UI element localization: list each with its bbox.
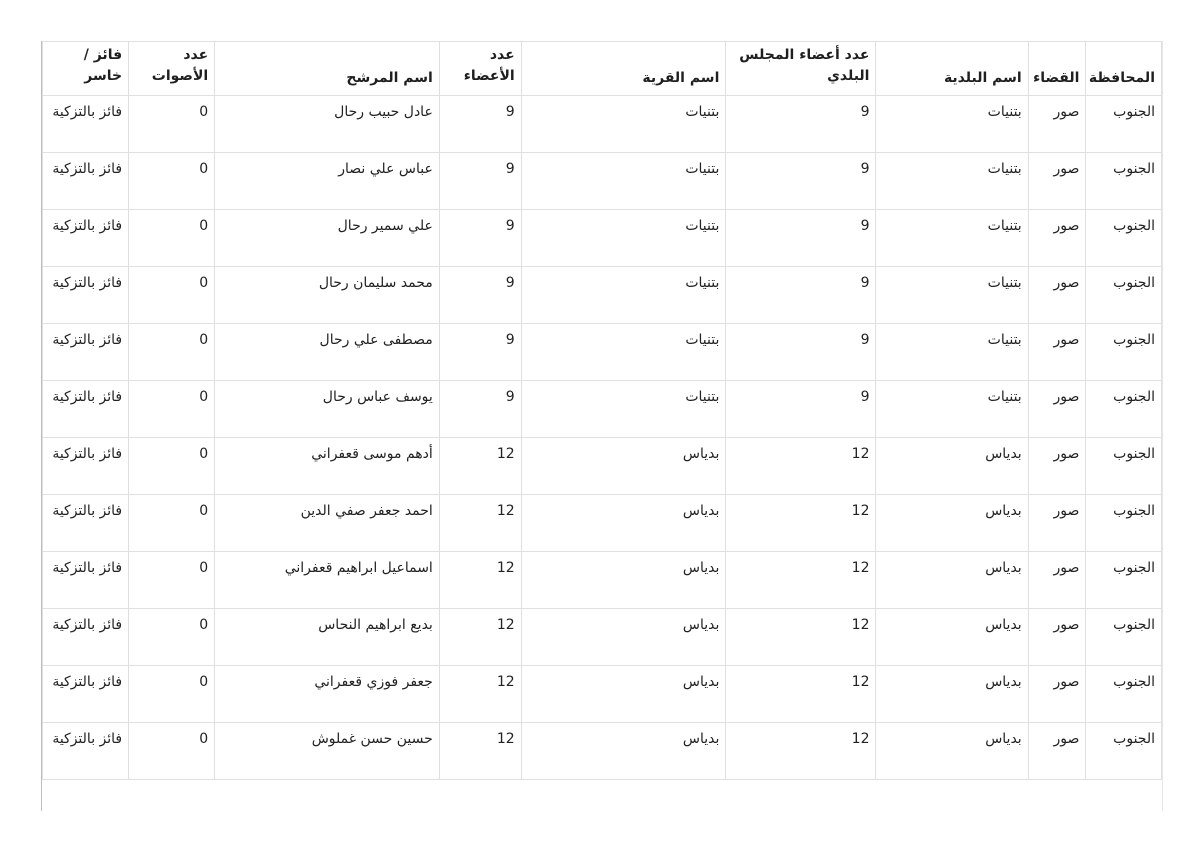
table-body (43, 96, 1162, 780)
cell-governorate: الجنوب (1086, 609, 1162, 666)
cell-governorate: الجنوب (1086, 267, 1162, 324)
cell-candidate: محمد سليمان رحال (215, 267, 440, 324)
cell-members: 12 (439, 666, 521, 723)
cell-result: فائز بالتزكية (43, 153, 129, 210)
cell-village: بدياس (521, 609, 726, 666)
cell-members: 9 (439, 324, 521, 381)
cell-district: صور (1028, 324, 1086, 381)
cell-district: صور (1028, 438, 1086, 495)
cell-council-members: 9 (726, 267, 876, 324)
cell-district: صور (1028, 210, 1086, 267)
cell-result: فائز بالتزكية (43, 267, 129, 324)
cell-council-members: 9 (726, 153, 876, 210)
cell-district: صور (1028, 267, 1086, 324)
header-village: اسم القرية (521, 42, 726, 96)
cell-governorate: الجنوب (1086, 210, 1162, 267)
cell-members: 12 (439, 723, 521, 780)
cell-village: بتنيات (521, 324, 726, 381)
cell-votes: 0 (129, 96, 215, 153)
cell-votes: 0 (129, 666, 215, 723)
header-result: فائز / خاسر (43, 42, 129, 96)
cell-result: فائز بالتزكية (43, 381, 129, 438)
cell-municipality: بتنيات (876, 153, 1028, 210)
cell-result: فائز بالتزكية (43, 552, 129, 609)
table-row (43, 153, 1162, 210)
table-row (43, 381, 1162, 438)
cell-votes: 0 (129, 381, 215, 438)
cell-municipality: بتنيات (876, 324, 1028, 381)
cell-votes: 0 (129, 495, 215, 552)
cell-candidate: بديع ابراهيم النحاس (215, 609, 440, 666)
cell-governorate: الجنوب (1086, 381, 1162, 438)
cell-members: 12 (439, 438, 521, 495)
cell-candidate: يوسف عباس رحال (215, 381, 440, 438)
cell-district: صور (1028, 495, 1086, 552)
cell-council-members: 12 (726, 723, 876, 780)
cell-village: بتنيات (521, 267, 726, 324)
header-members: عدد الأعضاء (439, 42, 521, 96)
cell-council-members: 9 (726, 381, 876, 438)
cell-council-members: 9 (726, 210, 876, 267)
cell-council-members: 12 (726, 495, 876, 552)
cell-governorate: الجنوب (1086, 552, 1162, 609)
cell-governorate: الجنوب (1086, 723, 1162, 780)
table-row (43, 267, 1162, 324)
cell-governorate: الجنوب (1086, 153, 1162, 210)
cell-village: بدياس (521, 723, 726, 780)
cell-governorate: الجنوب (1086, 438, 1162, 495)
cell-votes: 0 (129, 153, 215, 210)
cell-village: بدياس (521, 438, 726, 495)
cell-candidate: حسين حسن غملوش (215, 723, 440, 780)
cell-municipality: بدياس (876, 552, 1028, 609)
cell-votes: 0 (129, 438, 215, 495)
table-row (43, 96, 1162, 153)
cell-district: صور (1028, 609, 1086, 666)
election-results-table (42, 41, 1162, 780)
cell-district: صور (1028, 381, 1086, 438)
cell-members: 9 (439, 96, 521, 153)
cell-municipality: بدياس (876, 609, 1028, 666)
cell-council-members: 12 (726, 552, 876, 609)
cell-council-members: 12 (726, 666, 876, 723)
cell-members: 12 (439, 495, 521, 552)
cell-municipality: بتنيات (876, 381, 1028, 438)
cell-municipality: بدياس (876, 666, 1028, 723)
cell-district: صور (1028, 723, 1086, 780)
cell-council-members: 12 (726, 438, 876, 495)
cell-governorate: الجنوب (1086, 495, 1162, 552)
cell-result: فائز بالتزكية (43, 609, 129, 666)
header-votes: عدد الأصوات (129, 42, 215, 96)
cell-village: بدياس (521, 552, 726, 609)
cell-candidate: احمد جعفر صفي الدين (215, 495, 440, 552)
cell-council-members: 12 (726, 609, 876, 666)
cell-result: فائز بالتزكية (43, 96, 129, 153)
header-council-members: عدد أعضاء المجلس البلدي (726, 42, 876, 96)
cell-result: فائز بالتزكية (43, 495, 129, 552)
cell-candidate: أدهم موسى قعفراني (215, 438, 440, 495)
cell-votes: 0 (129, 267, 215, 324)
cell-council-members: 9 (726, 96, 876, 153)
cell-members: 9 (439, 381, 521, 438)
cell-result: فائز بالتزكية (43, 723, 129, 780)
cell-members: 9 (439, 210, 521, 267)
cell-district: صور (1028, 552, 1086, 609)
cell-candidate: مصطفى علي رحال (215, 324, 440, 381)
cell-municipality: بتنيات (876, 267, 1028, 324)
cell-candidate: عباس علي نصار (215, 153, 440, 210)
table-row (43, 552, 1162, 609)
cell-village: بتنيات (521, 153, 726, 210)
cell-municipality: بتنيات (876, 210, 1028, 267)
cell-municipality: بتنيات (876, 96, 1028, 153)
cell-village: بدياس (521, 495, 726, 552)
cell-votes: 0 (129, 723, 215, 780)
cell-candidate: جعفر فوزي قعفراني (215, 666, 440, 723)
cell-result: فائز بالتزكية (43, 438, 129, 495)
cell-votes: 0 (129, 552, 215, 609)
table-row (43, 324, 1162, 381)
cell-result: فائز بالتزكية (43, 324, 129, 381)
table-row (43, 609, 1162, 666)
cell-governorate: الجنوب (1086, 324, 1162, 381)
cell-votes: 0 (129, 210, 215, 267)
cell-candidate: عادل حبيب رحال (215, 96, 440, 153)
cell-district: صور (1028, 153, 1086, 210)
cell-municipality: بدياس (876, 723, 1028, 780)
sheet-right-border (1162, 41, 1163, 811)
table-row (43, 438, 1162, 495)
results-sheet (41, 41, 1162, 811)
cell-governorate: الجنوب (1086, 666, 1162, 723)
cell-municipality: بدياس (876, 438, 1028, 495)
table-row (43, 723, 1162, 780)
table-row (43, 495, 1162, 552)
cell-district: صور (1028, 666, 1086, 723)
cell-village: بتنيات (521, 381, 726, 438)
cell-members: 9 (439, 267, 521, 324)
cell-village: بتنيات (521, 96, 726, 153)
cell-members: 9 (439, 153, 521, 210)
cell-village: بتنيات (521, 210, 726, 267)
cell-village: بدياس (521, 666, 726, 723)
header-governorate: المحافظة (1086, 42, 1162, 96)
cell-district: صور (1028, 96, 1086, 153)
cell-council-members: 9 (726, 324, 876, 381)
table-row (43, 666, 1162, 723)
cell-governorate: الجنوب (1086, 96, 1162, 153)
cell-members: 12 (439, 609, 521, 666)
header-municipality: اسم البلدية (876, 42, 1028, 96)
table-row (43, 210, 1162, 267)
cell-result: فائز بالتزكية (43, 210, 129, 267)
cell-votes: 0 (129, 324, 215, 381)
header-candidate: اسم المرشح (215, 42, 440, 96)
cell-votes: 0 (129, 609, 215, 666)
header-row (43, 42, 1162, 96)
header-district: القضاء (1028, 42, 1086, 96)
cell-result: فائز بالتزكية (43, 666, 129, 723)
cell-candidate: علي سمير رحال (215, 210, 440, 267)
cell-municipality: بدياس (876, 495, 1028, 552)
cell-members: 12 (439, 552, 521, 609)
cell-candidate: اسماعيل ابراهيم قعفراني (215, 552, 440, 609)
